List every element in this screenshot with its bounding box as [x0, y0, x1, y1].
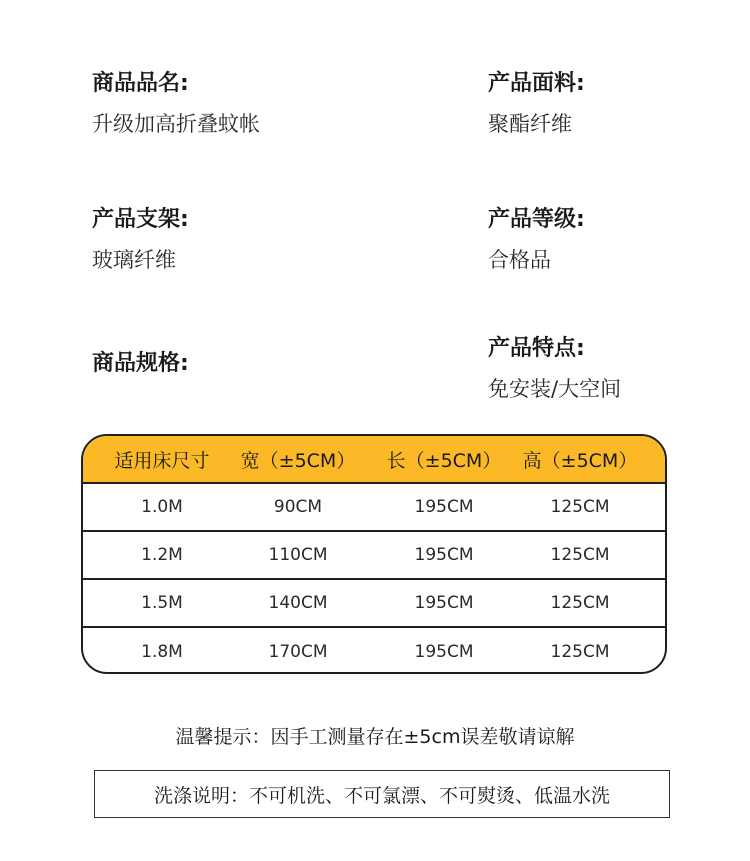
- table-cell: 1.8M: [141, 642, 183, 662]
- attr-frame: [92, 206, 189, 274]
- table-header-cell: 高（±5CM）: [522, 449, 638, 472]
- attr-value: 聚酯纤维: [488, 112, 572, 136]
- attr-label: 产品等级:: [488, 207, 585, 232]
- table-cell: 195CM: [414, 545, 474, 565]
- attr-value: 合格品: [488, 248, 551, 272]
- measurement-tip: 温馨提示：因手工测量存在±5cm误差敬请谅解: [175, 726, 575, 748]
- table-row: [83, 484, 665, 532]
- table-cell: 125CM: [550, 593, 610, 613]
- attr-value: 免安装/大空间: [488, 377, 622, 401]
- attr-fabric: [488, 70, 585, 138]
- table-cell: 1.5M: [141, 593, 183, 613]
- table-header-cell: 长（±5CM）: [386, 449, 502, 472]
- table-cell: 125CM: [550, 642, 610, 662]
- washing-instructions-box: [94, 770, 670, 818]
- table-cell: 140CM: [268, 593, 328, 613]
- table-cell: 90CM: [273, 497, 323, 517]
- table-row: [83, 580, 665, 628]
- size-table: [81, 434, 667, 674]
- table-header-cell: 宽（±5CM）: [240, 449, 356, 472]
- table-cell: 1.0M: [141, 497, 183, 517]
- attr-label: 产品面料:: [488, 71, 585, 96]
- table-header-cell: 适用床尺寸: [114, 449, 210, 472]
- table-cell: 195CM: [414, 497, 474, 517]
- attr-label: 商品品名:: [92, 71, 189, 96]
- attr-features: [488, 335, 621, 403]
- table-row: [83, 532, 665, 580]
- attr-product-name: [92, 70, 260, 138]
- table-cell: 1.2M: [141, 545, 183, 565]
- table-cell: 195CM: [414, 642, 474, 662]
- washing-instructions: 洗涤说明：不可机洗、不可氯漂、不可熨烫、低温水洗: [153, 784, 610, 807]
- attr-spec: [92, 350, 189, 378]
- attr-grade: [488, 206, 585, 274]
- attr-label: 产品特点:: [488, 336, 585, 361]
- attr-label: 商品规格:: [92, 351, 189, 376]
- attr-value: 玻璃纤维: [92, 248, 176, 272]
- table-cell: 195CM: [414, 593, 474, 613]
- table-cell: 125CM: [550, 497, 610, 517]
- table-row: [83, 628, 665, 674]
- table-cell: 125CM: [550, 545, 610, 565]
- table-cell: 170CM: [268, 642, 328, 662]
- table-cell: 110CM: [268, 545, 328, 565]
- table-header-row: [83, 436, 665, 484]
- attr-label: 产品支架:: [92, 207, 189, 232]
- attr-value: 升级加高折叠蚊帐: [92, 112, 260, 136]
